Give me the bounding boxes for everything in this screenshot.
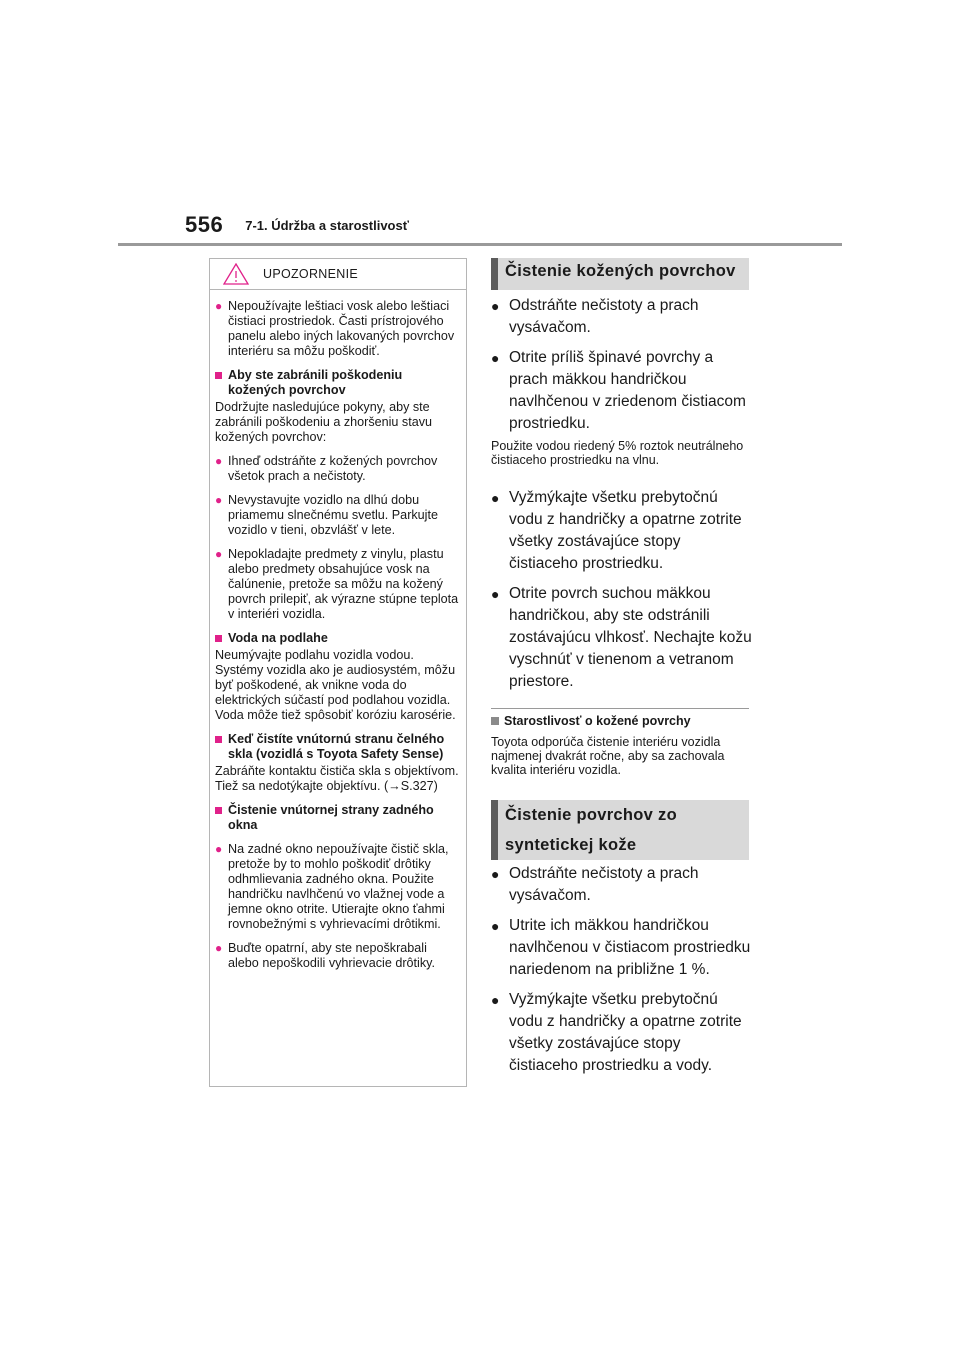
square-bullet-icon bbox=[491, 717, 499, 725]
leather-steps-a bbox=[491, 287, 753, 435]
square-bullet-icon bbox=[215, 803, 228, 833]
step-text: Vyžmýkajte všetku prebytočnú vodu z handričky a opatrne zotrite všetky zostávajúce stopy čistiaceho prostriedku a vody. bbox=[509, 991, 742, 1074]
step-text: Utrite ich mäkkou handričkou navlhčenou v čistiacom prostriedku nariedenom na približne 1 %. bbox=[509, 917, 751, 978]
warning-text: Keď čistíte vnútornú stranu čelného skla (vozidlá s Toyota Safety Sense) bbox=[228, 732, 445, 761]
step-item bbox=[491, 347, 753, 435]
warning-text: Nepokladajte predmety z vinylu, plastu alebo predmety obsahujúce vosk na čalúnenie, pretože sa môžu na kožený povrch prilepiť, ak výrazne stúpne teplota v interiéri vozidla. bbox=[228, 547, 459, 621]
warning-text: Aby ste zabránili poškodeniu kožených povrchov bbox=[228, 368, 403, 397]
warning-paragraph bbox=[215, 764, 460, 794]
synthetic-section-title: Čistenie povrchov zo syntetickej kože bbox=[505, 806, 677, 854]
circle-bullet-icon: ● bbox=[215, 842, 223, 856]
page-header bbox=[185, 212, 409, 242]
warning-text: Zabráňte kontaktu čističa skla s objektívom. Tiež sa nedotýkajte objektívu. (→S.327) bbox=[215, 764, 459, 793]
warning-paragraph bbox=[215, 400, 460, 445]
step-text: Odstráňte nečistoty a prach vysávačom. bbox=[509, 297, 699, 336]
leather-section-title: Čistenie kožených povrchov bbox=[505, 262, 736, 280]
section-title: 7-1. Údržba a starostlivosť bbox=[245, 218, 409, 233]
warning-bullet-item bbox=[215, 454, 460, 484]
step-item bbox=[491, 863, 753, 907]
bullet-dot-icon: ● bbox=[491, 586, 500, 602]
warning-bullet-item bbox=[215, 493, 460, 538]
warning-subheading bbox=[215, 368, 460, 398]
square-bullet-icon bbox=[215, 368, 228, 398]
warning-subheading bbox=[215, 732, 460, 762]
bullet-dot-icon: ● bbox=[491, 918, 500, 934]
step-item bbox=[491, 295, 753, 339]
care-text: Toyota odporúča čistenie interiéru vozidla najmenej dvakrát ročne, aby sa zachovala kvalita interiéru vozidla. bbox=[491, 735, 725, 777]
circle-bullet-icon: ● bbox=[215, 493, 223, 507]
step-text: Otrite príliš špinavé povrchy a prach mäkkou handričkou navlhčenou v zriedenom čistiacom prostriedku. bbox=[509, 349, 746, 432]
warning-subheading bbox=[215, 631, 460, 646]
warning-text: Dodržujte nasledujúce pokyny, aby ste zabránili poškodeniu a zhoršeniu stavu kožených povrchov: bbox=[215, 400, 433, 444]
warning-text: Čistenie vnútornej strany zadného okna bbox=[228, 803, 434, 832]
step-item bbox=[491, 487, 753, 575]
warning-subheading bbox=[215, 803, 460, 833]
warning-bullet-item bbox=[215, 547, 460, 622]
header-rule bbox=[118, 243, 842, 246]
synthetic-steps bbox=[491, 855, 753, 1077]
warning-text: Voda na podlahe bbox=[228, 631, 328, 645]
bullet-dot-icon: ● bbox=[491, 350, 500, 366]
warning-text: Buďte opatrní, aby ste nepoškrabali alebo nepoškodili vyhrievacie drôtiky. bbox=[228, 941, 435, 970]
square-bullet-icon bbox=[215, 631, 228, 646]
warning-text: Nepoužívajte leštiaci vosk alebo leštiaci čistiaci prostriedok. Časti prístrojového panelu alebo iných lakovaných povrchov interiéru sa môžu poškodiť. bbox=[228, 299, 455, 358]
leather-steps-b bbox=[491, 479, 753, 693]
warning-box bbox=[209, 258, 467, 1087]
bullet-dot-icon: ● bbox=[491, 992, 500, 1008]
care-block bbox=[491, 714, 753, 777]
warning-bullet-item bbox=[215, 299, 460, 359]
warning-text: Na zadné okno nepoužívajte čistič skla, pretože by to mohlo poškodiť drôtiky odhmlievania zadného okna. Použite handričku navlhčenú vo vlažnej vode a jemne okno otrite. Utierajte okno ťahmi rovnobežnými s vyhrievacími drôtikmi. bbox=[228, 842, 449, 931]
section-divider bbox=[491, 708, 749, 709]
warning-bullet-item bbox=[215, 941, 460, 971]
circle-bullet-icon: ● bbox=[215, 299, 223, 313]
bullet-dot-icon: ● bbox=[491, 298, 500, 314]
circle-bullet-icon: ● bbox=[215, 454, 223, 468]
care-heading: Starostlivosť o kožené povrchy bbox=[491, 714, 753, 729]
warning-text: Nevystavujte vozidlo na dlhú dobu priamemu slnečnému svetlu. Parkujte vozidlo v tieni, obzvlášť v lete. bbox=[228, 493, 438, 537]
warning-header bbox=[210, 259, 466, 290]
warning-paragraph bbox=[215, 648, 460, 723]
bullet-dot-icon: ● bbox=[491, 866, 500, 882]
circle-bullet-icon: ● bbox=[215, 941, 223, 955]
step-item bbox=[491, 915, 753, 981]
leather-section-banner bbox=[491, 258, 749, 290]
warning-bullet-item bbox=[215, 842, 460, 932]
step-item bbox=[491, 583, 753, 693]
circle-bullet-icon: ● bbox=[215, 547, 223, 561]
leather-note: Použite vodou riedený 5% roztok neutrálneho čistiaceho prostriedku na vlnu. bbox=[491, 439, 744, 467]
step-text: Vyžmýkajte všetku prebytočnú vodu z handričky a opatrne zotrite všetky zostávajúce stopy čistiaceho prostriedku. bbox=[509, 489, 742, 572]
warning-text: Neumývajte podlahu vozidla vodou. Systémy vozidla ako je audiosystém, môžu byť poškodené, ak vnikne voda do elektrických súčastí pod podlahou vozidla. Voda môže tiež spôsobiť koróziu karosérie. bbox=[215, 648, 456, 722]
step-item bbox=[491, 989, 753, 1077]
warning-body bbox=[215, 299, 460, 971]
step-text: Otrite povrch suchou mäkkou handričkou, aby ste odstránili zostávajúcu vlhkosť. Nechajte kožu vyschnúť v tienenom a vetranom priestore. bbox=[509, 585, 752, 690]
warning-triangle-icon bbox=[223, 263, 249, 285]
page-number: 556 bbox=[185, 212, 224, 237]
warning-title: UPOZORNENIE bbox=[263, 267, 358, 281]
bullet-dot-icon: ● bbox=[491, 490, 500, 506]
step-text: Odstráňte nečistoty a prach vysávačom. bbox=[509, 865, 699, 904]
synthetic-section-banner bbox=[491, 800, 749, 860]
warning-text: Ihneď odstráňte z kožených povrchov všetok prach a nečistoty. bbox=[228, 454, 438, 483]
square-bullet-icon bbox=[215, 732, 228, 762]
